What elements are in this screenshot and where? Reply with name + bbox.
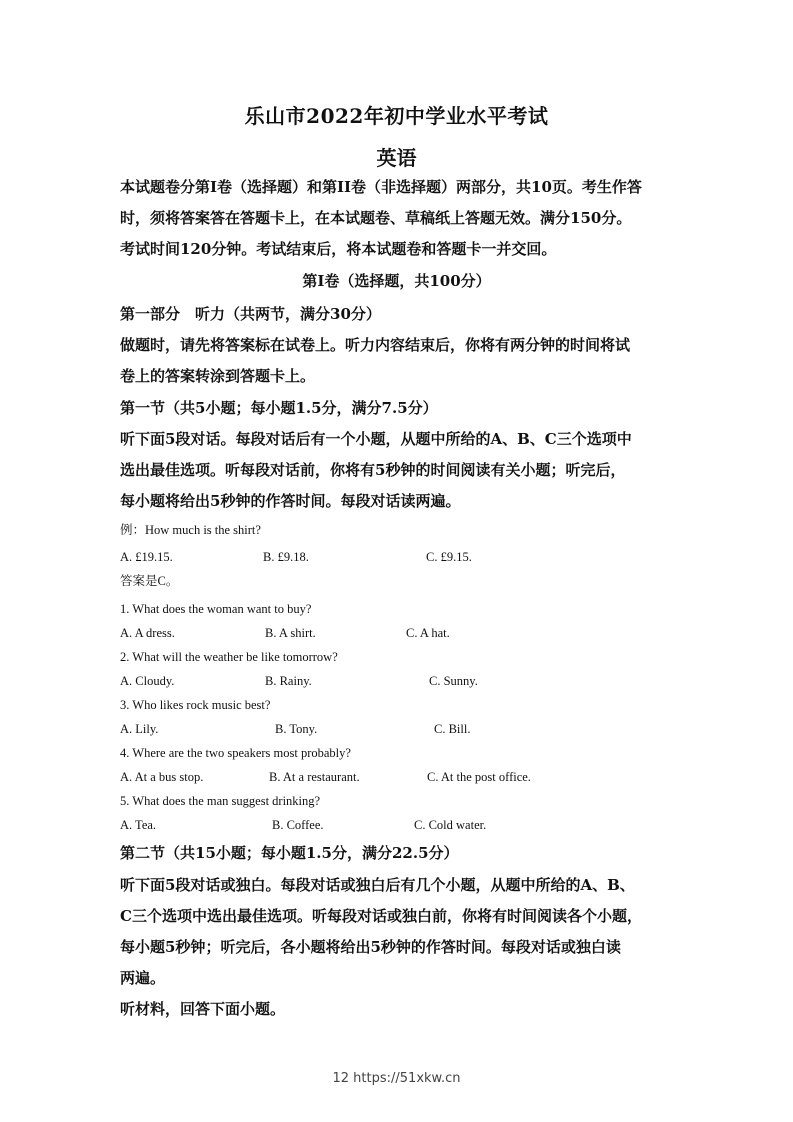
q5-option-a: A. Tea. [120,818,157,832]
question-2: 2. What will the weather be like tomorrow? [120,650,338,664]
q3-option-b: B. Tony. [275,722,318,736]
q2-option-a: A. Cloudy. [120,674,175,688]
section2-instruction-4: 两遍。 [120,969,166,987]
example-option-a: A. £19.15. [120,550,173,564]
section2-instruction-2: C三个选项中选出最佳选项。听每段对话或独白前，你将有时间阅读各个小题， [120,907,642,925]
example-option-c: C. £9.15. [426,550,472,564]
q2-option-c: C. Sunny. [429,674,478,688]
intro-line-2: 时，须将答案答在答题卡上，在本试题卷、草稿纸上答题无效。满分150分。 [120,209,632,227]
q1-option-c: C. A hat. [406,626,450,640]
question-3: 3. Who likes rock music best? [120,698,271,712]
example-answer: 答案是C。 [120,574,179,588]
q3-option-a: A. Lily. [120,722,159,736]
q5-option-c: C. Cold water. [414,818,487,832]
example-option-b: B. £9.18. [263,550,309,564]
q1-option-b: B. A shirt. [265,626,316,640]
subject-title: 英语 [376,146,417,170]
q1-option-a: A. A dress. [120,626,175,640]
q5-option-b: B. Coffee. [272,818,324,832]
question-5: 5. What does the man suggest drinking? [120,794,321,808]
part1-instruction-1: 做题时，请先将答案标在试卷上。听力内容结束后，你将有两分钟的时间将试 [120,336,631,354]
page-footer: 12 https://51xkw.cn [332,1071,461,1086]
section1-instruction-1: 听下面5段对话。每段对话后有一个小题，从题中所给的A、B、C三个选项中 [120,430,632,448]
q4-option-b: B. At a restaurant. [269,770,360,784]
q3-option-c: C. Bill. [434,722,471,736]
section1-heading: 第一节（共5小题；每小题1.5分，满分7.5分） [120,399,438,417]
section2-instruction-1: 听下面5段对话或独白。每段对话或独白后有几个小题，从题中所给的A、B、 [120,876,635,894]
q4-option-a: A. At a bus stop. [120,770,204,784]
question-1: 1. What does the woman want to buy? [120,602,312,616]
q2-option-b: B. Rainy. [265,674,312,688]
listening-material-prompt: 听材料，回答下面小题。 [120,1000,286,1018]
section2-heading: 第二节（共15小题；每小题1.5分，满分22.5分） [120,844,459,862]
intro-line-1: 本试题卷分第I卷（选择题）和第II卷（非选择题）两部分，共10页。考生作答 [120,178,642,196]
section2-instruction-3: 每小题5秒钟；听完后，各小题将给出5秒钟的作答时间。每段对话或独白读 [120,938,621,956]
question-4: 4. Where are the two speakers most probably? [120,746,351,760]
intro-line-3: 考试时间120分钟。考试结束后，将本试题卷和答题卡一并交回。 [120,240,557,258]
section1-instruction-2: 选出最佳选项。听每段对话前，你将有5秒钟的时间阅读有关小题；听完后， [120,461,626,479]
exam-title: 乐山市2022年初中学业水平考试 [244,104,549,128]
part1-heading: 第一部分 听力（共两节，满分30分） [120,305,381,323]
volume1-heading: 第I卷（选择题，共100分） [302,272,491,290]
q4-option-c: C. At the post office. [427,770,531,784]
example-question: 例：How much is the shirt? [120,523,261,537]
section1-instruction-3: 每小题将给出5秒钟的作答时间。每段对话读两遍。 [120,492,461,510]
part1-instruction-2: 卷上的答案转涂到答题卡上。 [120,367,316,385]
